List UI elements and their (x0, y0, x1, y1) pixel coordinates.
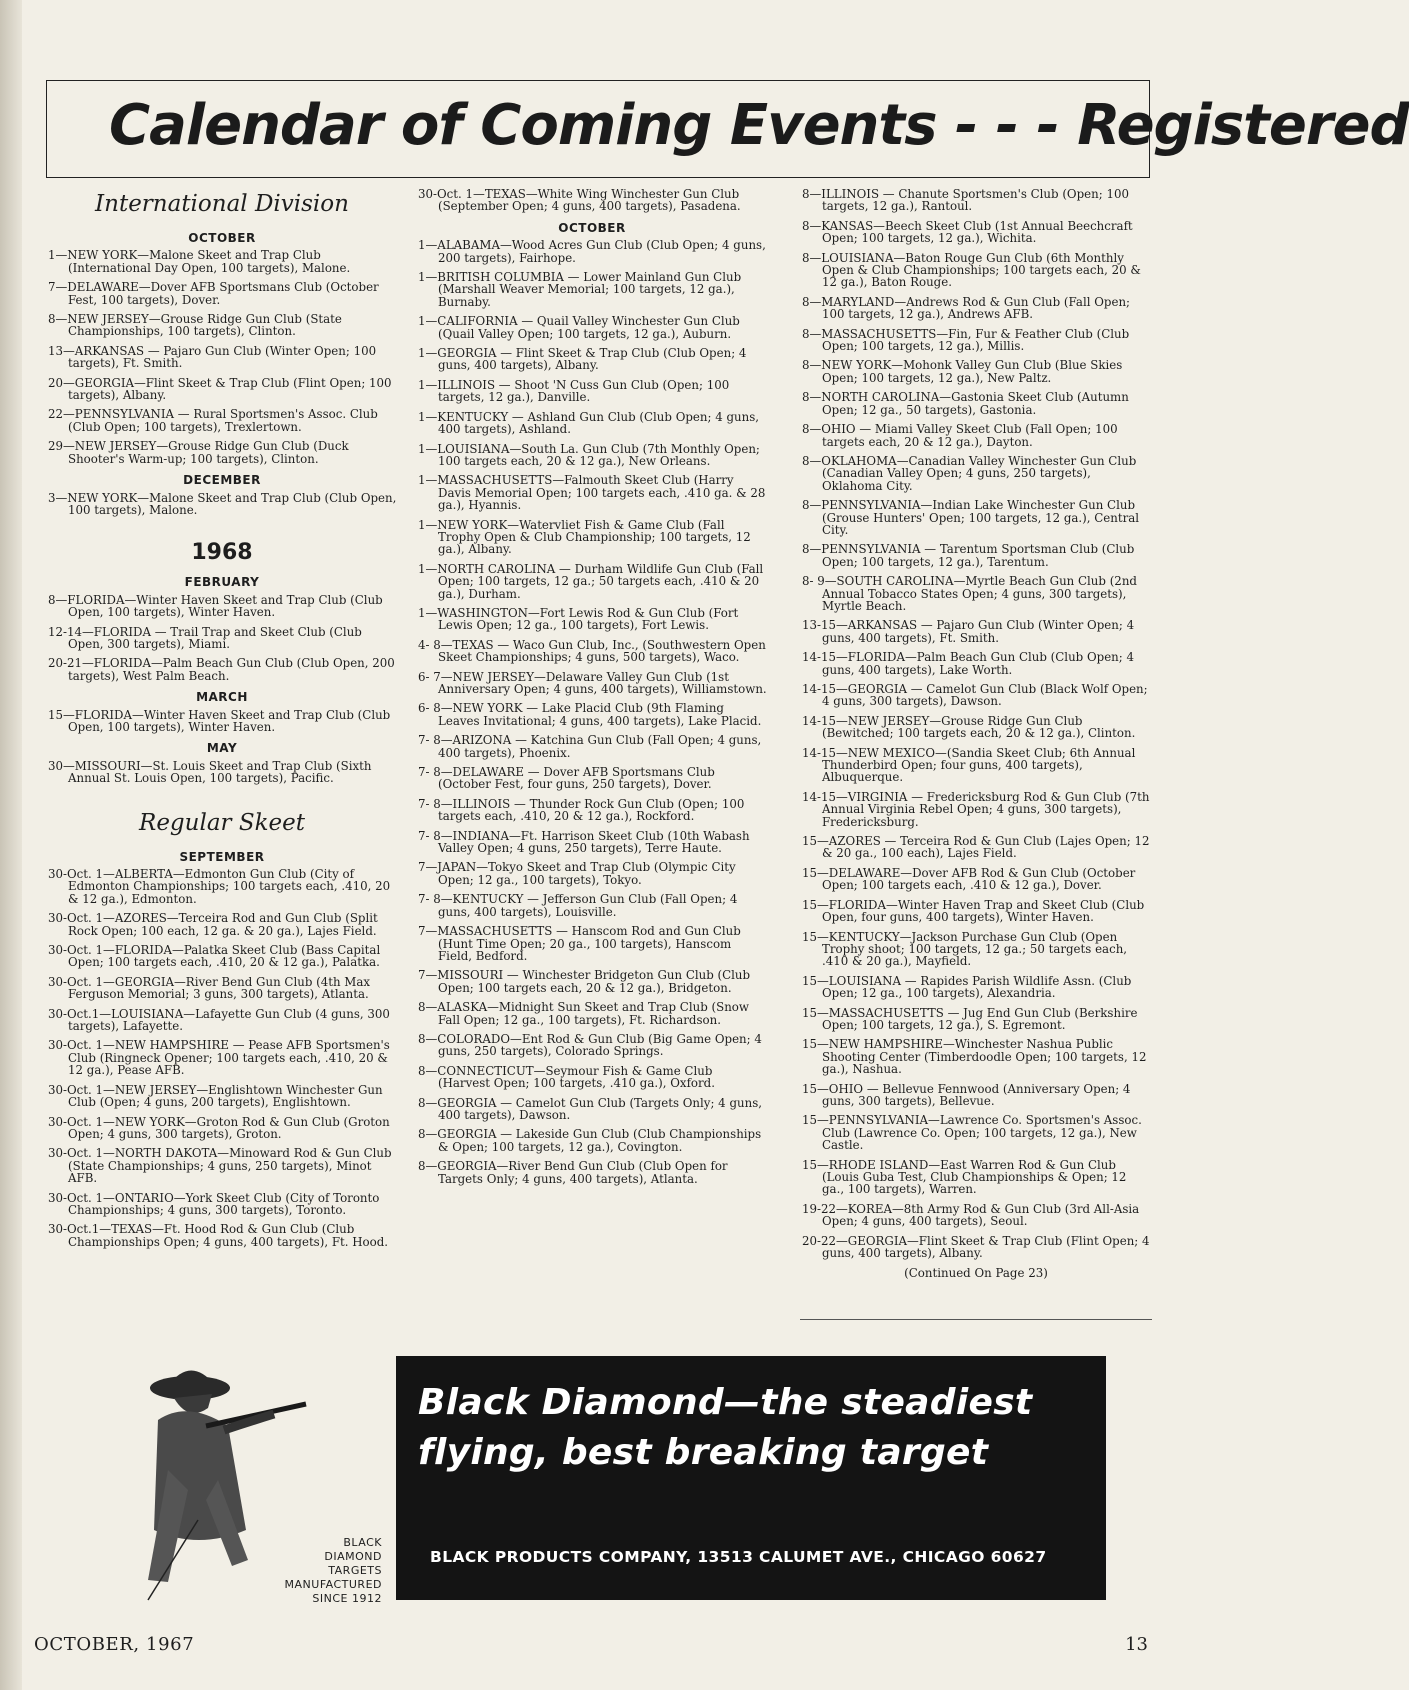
event-entry: 13-15—ARKANSAS — Pajaro Gun Club (Winter Open; 4 guns, 400 targets), Ft. Smith. (802, 618, 1135, 645)
event-entry: 1—MASSACHUSETTS—Falmouth Skeet Club (Harry Davis Memorial Open; 100 targets each, .410 ga. & 28 ga.), Hyannis. (418, 473, 766, 513)
event-entry: 30-Oct. 1—TEXAS—White Wing Winchester Gun Club (September Open; 4 guns, 400 targets), Pasadena. (418, 187, 741, 214)
event-entry: 15—KENTUCKY—Jackson Purchase Gun Club (Open Trophy shoot; 100 targets, 12 ga.; 50 targets each, .410 & 20 ga.), Mayfield. (802, 929, 1128, 969)
event-entry: 14-15—NEW JERSEY—Grouse Ridge Gun Club (Bewitched; 100 targets each, 20 & 12 ga.), Clinton. (802, 713, 1136, 741)
event-entry: 8—COLORADO—Ent Rod & Gun Club (Big Game Open; 4 guns, 250 targets), Colorado Springs. (418, 1031, 762, 1059)
event-entry: 6- 8—NEW YORK — Lake Placid Club (9th Flaming Leaves Invitational; 4 guns, 400 targets), Lake Placid. (418, 701, 762, 728)
event-entry: 15—OHIO — Bellevue Fennwood (Anniversary Open; 4 guns, 300 targets), Bellevue. (802, 1081, 1131, 1108)
event-entry: 30-Oct. 1—GEORGIA—River Bend Gun Club (4th Max Ferguson Memorial; 3 guns, 300 targets), Atlanta. (48, 974, 371, 1002)
event-entry: 15—RHODE ISLAND—East Warren Rod & Gun Club (Louis Guba Test, Club Championships & Open; 12 ga., 100 targets), Warren. (802, 1157, 1127, 1197)
event-entry: 7—MASSACHUSETTS — Hanscom Rod and Gun Club (Hunt Time Open; 20 ga., 100 targets), Hanscom Field, Bedford. (418, 924, 741, 963)
year-heading: 1968 (191, 540, 253, 566)
event-entry: 30-Oct. 1—NEW YORK—Groton Rod & Gun Club (Groton Open; 4 guns, 300 targets), Groton. (48, 1114, 390, 1141)
event-entry: 8—LOUISIANA—Baton Rouge Gun Club (6th Monthly Open & Club Championships; 100 targets each, 20 & 12 ga.), Baton Rouge. (802, 250, 1141, 290)
event-entry: 30-Oct. 1—AZORES—Terceira Rod and Gun Club (Split Rock Open; 100 each, 12 ga. & 20 ga.), Lajes Field. (48, 911, 378, 938)
ad-illustration (128, 1330, 392, 1620)
month-heading: DECEMBER (183, 473, 261, 488)
event-entry: 1—ILLINOIS — Shoot 'N Cuss Gun Club (Open; 100 targets, 12 ga.), Danville. (418, 377, 730, 405)
ad-banner (396, 1356, 1106, 1600)
event-entry: 8—CONNECTICUT—Seymour Fish & Game Club (Harvest Open; 100 targets, .410 ga.), Oxford. (418, 1063, 715, 1091)
event-entry: 15—DELAWARE—Dover AFB Rod & Gun Club (October Open; 100 targets each, .410 & 12 ga.), Dover. (802, 865, 1136, 893)
event-entry: 8—NEW YORK—Mohonk Valley Gun Club (Blue Skies Open; 100 targets, 12 ga.), New Paltz. (802, 358, 1123, 385)
event-entry: 1—ALABAMA—Wood Acres Gun Club (Club Open; 4 guns, 200 targets), Fairhope. (418, 238, 766, 265)
event-entry: 8—GEORGIA — Lakeside Gun Club (Club Championships & Open; 100 targets, 12 ga.), Covington. (418, 1127, 762, 1154)
issue-date: OCTOBER, 1967 (34, 1634, 195, 1655)
event-entry: 8—KANSAS—Beech Skeet Club (1st Annual Beechcraft Open; 100 targets, 12 ga.), Wichita. (802, 218, 1133, 246)
event-entry: 15—NEW HAMPSHIRE—Winchester Nashua Public Shooting Center (Timberdoodle Open; 100 targets, 12 ga.), Nashua. (802, 1037, 1147, 1077)
event-entry: 8—GEORGIA — Camelot Gun Club (Targets Only; 4 guns, 400 targets), Dawson. (418, 1095, 762, 1122)
event-entry: 1—NEW YORK—Watervliet Fish & Game Club (Fall Trophy Open & Club Championship; 100 targets, 12 ga.), Albany. (418, 517, 751, 557)
ad-maker-line: MANUFACTURED (284, 1578, 382, 1591)
event-entry: 8—MARYLAND—Andrews Rod & Gun Club (Fall Open; 100 targets, 12 ga.), Andrews AFB. (802, 294, 1131, 322)
event-entry: 8—GEORGIA—River Bend Gun Club (Club Open for Targets Only; 4 guns, 400 targets), Atlanta. (418, 1159, 728, 1186)
ad-headline (418, 1378, 1032, 1478)
event-entry: 1—CALIFORNIA — Quail Valley Winchester Gun Club (Quail Valley Open; 100 targets, 12 ga.), Auburn. (418, 314, 740, 341)
divider (800, 1319, 1152, 1320)
event-list (800, 188, 1152, 1259)
event-entry: 29—NEW JERSEY—Grouse Ridge Gun Club (Duck Shooter's Warm-up; 100 targets), Clinton. (48, 439, 349, 466)
event-entry: 7—MISSOURI — Winchester Bridgeton Gun Club (Club Open; 100 targets each, 20 & 12 ga.), Bridgeton. (418, 968, 751, 995)
event-entry: 30-Oct. 1—NEW JERSEY—Englishtown Winchester Gun Club (Open; 4 guns, 200 targets), Englishtown. (48, 1082, 383, 1110)
month-heading: MARCH (196, 690, 248, 705)
ad-headline-line: Black Diamond—the steadiest (418, 1382, 1033, 1423)
event-entry: 20-21—FLORIDA—Palm Beach Gun Club (Club Open, 200 targets), West Palm Beach. (48, 656, 395, 683)
international-division-heading: International Division (95, 191, 349, 217)
ad-company-address: BLACK PRODUCTS COMPANY, 13513 CALUMET AVE., CHICAGO 60627 (430, 1548, 1047, 1566)
event-list (46, 709, 398, 734)
event-entry: 30-Oct. 1—FLORIDA—Palatka Skeet Club (Bass Capital Open; 100 targets each, .410, 20 & 12 ga.), Palatka. (48, 943, 381, 970)
page-title: Calendar of Coming Events - - - Registered (109, 93, 1409, 158)
event-entry: 8—PENNSYLVANIA — Tarentum Sportsman Club (Club Open; 100 targets, 12 ga.), Tarentum. (802, 542, 1135, 569)
event-entry: 8—MASSACHUSETTS—Fin, Fur & Feather Club (Club Open; 100 targets, 12 ga.), Millis. (802, 326, 1130, 354)
event-entry: 3—NEW YORK—Malone Skeet and Trap Club (Club Open, 100 targets), Malone. (48, 490, 397, 517)
shooter-illustration (128, 1330, 308, 1610)
event-entry: 7- 8—INDIANA—Ft. Harrison Skeet Club (10th Wabash Valley Open; 4 guns, 250 targets), Terre Haute. (418, 828, 750, 856)
event-entry: 1—NORTH CAROLINA — Durham Wildlife Gun Club (Fall Open; 100 targets, 12 ga.; 50 targets each, .410 & 20 ga.), Durham. (418, 561, 764, 601)
event-entry: 15—MASSACHUSETTS — Jug End Gun Club (Berkshire Open; 100 targets, 12 ga.), S. Egremont. (802, 1005, 1138, 1032)
event-entry: 15—FLORIDA—Winter Haven Trap and Skeet Club (Club Open, four guns, 400 targets), Winter Haven. (802, 897, 1145, 925)
event-list (46, 760, 398, 785)
page-header (46, 80, 1409, 178)
event-entry: 19-22—KOREA—8th Army Rod & Gun Club (3rd All-Asia Open; 4 guns, 400 targets), Seoul. (802, 1201, 1140, 1229)
event-entry: 20-22—GEORGIA—Flint Skeet & Trap Club (Flint Open; 4 guns, 400 targets), Albany. (802, 1233, 1150, 1261)
event-entry: 8—NORTH CAROLINA—Gastonia Skeet Club (Autumn Open; 12 ga., 50 targets), Gastonia. (802, 390, 1129, 417)
page-binding-edge (0, 0, 22, 1690)
event-entry: 15—PENNSYLVANIA—Lawrence Co. Sportsmen's Assoc. Club (Lawrence Co. Open; 100 targets, 12 ga.), New Castle. (802, 1113, 1142, 1153)
event-entry: 8—OHIO — Miami Valley Skeet Club (Fall Open; 100 targets each, 20 & 12 ga.), Dayton. (802, 422, 1118, 449)
month-heading: OCTOBER (188, 231, 256, 245)
event-entry: 7—DELAWARE—Dover AFB Sportsmans Club (October Fest, 100 targets), Dover. (48, 280, 379, 307)
event-entry: 14-15—NEW MEXICO—(Sandia Skeet Club; 6th Annual Thunderbird Open; four guns, 400 targets), Albuquerque. (802, 745, 1136, 785)
month-heading: FEBRUARY (184, 575, 260, 590)
event-entry: 30-Oct. 1—NORTH DAKOTA—Minoward Rod & Gun Club (State Championships; 4 guns, 250 targets), Minot AFB. (48, 1146, 392, 1186)
event-entry: 8- 9—SOUTH CAROLINA—Myrtle Beach Gun Club (2nd Annual Tobacco States Open; 4 guns, 300 targets), Myrtle Beach. (802, 574, 1137, 613)
month-heading: SEPTEMBER (179, 849, 265, 864)
event-entry: 30-Oct. 1—NEW HAMPSHIRE — Pease AFB Sportsmen's Club (Ringneck Opener; 100 targets each, .410, 20 & 12 ga.), Pease AFB. (48, 1038, 390, 1078)
event-entry: 1—BRITISH COLUMBIA — Lower Mainland Gun Club (Marshall Weaver Memorial; 100 targets, 12 ga.), Burnaby. (418, 270, 742, 309)
event-entry: 15—FLORIDA—Winter Haven Skeet and Trap Club (Club Open, 100 targets), Winter Haven. (48, 707, 391, 734)
event-entry: 13—ARKANSAS — Pajaro Gun Club (Winter Open; 100 targets), Ft. Smith. (48, 343, 377, 371)
event-entry: 1—WASHINGTON—Fort Lewis Rod & Gun Club (Fort Lewis Open; 12 ga., 100 targets), Fort Lewis. (418, 605, 739, 633)
ad-headline-line: flying, best breaking target (418, 1432, 989, 1473)
event-entry: 7- 8—KENTUCKY — Jefferson Gun Club (Fall Open; 4 guns, 400 targets), Louisville. (418, 892, 738, 919)
event-entry: 8—OKLAHOMA—Canadian Valley Winchester Gun Club (Canadian Valley Open; 4 guns, 250 targets), Oklahoma City. (802, 453, 1137, 493)
event-list (416, 188, 768, 213)
page-number: 13 (1125, 1634, 1148, 1655)
ad-maker-line: TARGETS (328, 1564, 382, 1577)
event-entry: 7—JAPAN—Tokyo Skeet and Trap Club (Olympic City Open; 12 ga., 100 targets), Tokyo. (418, 860, 736, 887)
event-entry: 14-15—VIRGINIA — Fredericksburg Rod & Gun Club (7th Annual Virginia Rebel Open; 4 guns, 300 targets), Fredericksburg. (802, 789, 1150, 829)
event-entry: 30-Oct.1—LOUISIANA—Lafayette Gun Club (4 guns, 300 targets), Lafayette. (48, 1006, 390, 1034)
ad-maker-line: DIAMOND (324, 1550, 382, 1563)
event-entry: 8—FLORIDA—Winter Haven Skeet and Trap Club (Club Open, 100 targets), Winter Haven. (48, 592, 383, 620)
ad-maker-text (285, 1536, 382, 1606)
event-entry: 7- 8—ILLINOIS — Thunder Rock Gun Club (Open; 100 targets each, .410, 20 & 12 ga.), Rockford. (418, 796, 745, 824)
event-entry: 30-Oct.1—TEXAS—Ft. Hood Rod & Gun Club (Club Championships Open; 4 guns, 400 targets), Ft. Hood. (48, 1222, 389, 1249)
ad-maker-line: BLACK (343, 1536, 382, 1549)
event-entry: 1—LOUISIANA—South La. Gun Club (7th Monthly Open; 100 targets each, 20 & 12 ga.), New Orleans. (418, 441, 760, 468)
event-entry: 12-14—FLORIDA — Trail Trap and Skeet Club (Club Open, 300 targets), Miami. (48, 624, 362, 651)
event-entry: 6- 7—NEW JERSEY—Delaware Valley Gun Club (1st Anniversary Open; 4 guns, 400 targets), Williamstown. (418, 669, 767, 696)
event-entry: 14-15—GEORGIA — Camelot Gun Club (Black Wolf Open; 4 guns, 300 targets), Dawson. (802, 682, 1148, 709)
event-entry: 30—MISSOURI—St. Louis Skeet and Trap Club (Sixth Annual St. Louis Open, 100 targets), Pacific. (48, 758, 372, 786)
column-1 (46, 188, 398, 1255)
event-entry: 30-Oct. 1—ALBERTA—Edmonton Gun Club (City of Edmonton Championships; 100 targets each, .410, 20 & 12 ga.), Edmonton. (48, 867, 391, 906)
event-entry: 8—PENNSYLVANIA—Indian Lake Winchester Gun Club (Grouse Hunters' Open; 100 targets, 12 ga.), Central City. (802, 498, 1140, 537)
regular-skeet-heading: Regular Skeet (139, 809, 305, 836)
event-entry: 7- 8—DELAWARE — Dover AFB Sportsmans Club (October Fest, four guns, 250 targets), Dover. (418, 765, 715, 792)
event-entry: 30-Oct. 1—ONTARIO—York Skeet Club (City of Toronto Championships; 4 guns, 300 targets), Toronto. (48, 1190, 380, 1217)
event-list (46, 492, 398, 517)
column-2 (416, 188, 768, 1192)
event-entry: 14-15—FLORIDA—Palm Beach Gun Club (Club Open; 4 guns, 400 targets), Lake Worth. (802, 650, 1135, 677)
event-list (416, 239, 768, 1185)
event-list (46, 594, 398, 682)
event-entry: 1—NEW YORK—Malone Skeet and Trap Club (International Day Open, 100 targets), Malone. (48, 248, 351, 275)
event-list (46, 868, 398, 1248)
event-entry: 8—ILLINOIS — Chanute Sportsmen's Club (Open; 100 targets, 12 ga.), Rantoul. (802, 187, 1129, 214)
event-entry: 1—KENTUCKY — Ashland Gun Club (Club Open; 4 guns, 400 targets), Ashland. (418, 409, 760, 437)
month-heading: OCTOBER (558, 220, 626, 235)
event-entry: 15—LOUISIANA — Rapides Parish Wildlife Assn. (Club Open; 12 ga., 100 targets), Alexandria. (802, 973, 1132, 1001)
event-entry: 22—PENNSYLVANIA — Rural Sportsmen's Assoc. Club (Club Open; 100 targets), Trexlertown. (48, 407, 378, 434)
event-entry: 20—GEORGIA—Flint Skeet & Trap Club (Flint Open; 100 targets), Albany. (48, 375, 392, 403)
ad-maker-line: SINCE 1912 (312, 1592, 382, 1605)
event-entry: 15—AZORES — Terceira Rod & Gun Club (Lajes Open; 12 & 20 ga., 100 each), Lajes Field. (802, 834, 1150, 861)
continued-note: (Continued On Page 23) (904, 1266, 1048, 1281)
event-entry: 8—ALASKA—Midnight Sun Skeet and Trap Club (Snow Fall Open; 12 ga., 100 targets), Ft. Richardson. (418, 1000, 749, 1027)
event-entry: 8—NEW JERSEY—Grouse Ridge Gun Club (State Championships, 100 targets), Clinton. (48, 312, 342, 339)
event-entry: 1—GEORGIA — Flint Skeet & Trap Club (Club Open; 4 guns, 400 targets), Albany. (418, 346, 747, 373)
month-heading: MAY (206, 741, 238, 756)
event-list (46, 249, 398, 465)
event-entry: 7- 8—ARIZONA — Katchina Gun Club (Fall Open; 4 guns, 400 targets), Phoenix. (418, 733, 762, 760)
event-entry: 4- 8—TEXAS — Waco Gun Club, Inc., (Southwestern Open Skeet Championships; 4 guns, 500 targets), Waco. (418, 637, 766, 665)
column-3 (800, 188, 1152, 1280)
